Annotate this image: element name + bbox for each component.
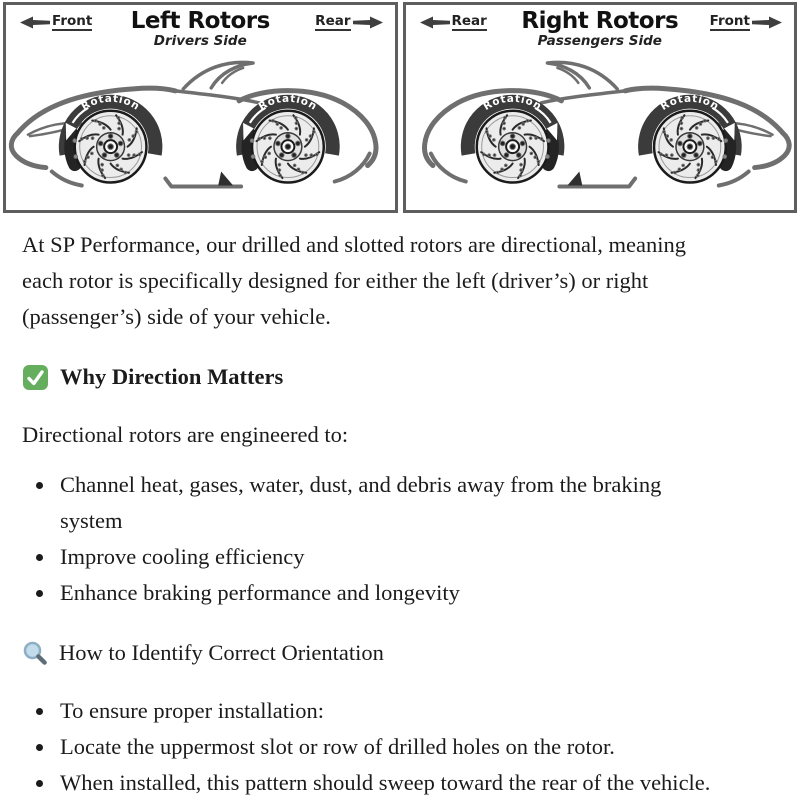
rotation-label: Rotation: [256, 92, 320, 113]
front-direction-indicator: [20, 14, 92, 31]
article-body: [0, 213, 800, 800]
rear-direction-indicator: [420, 14, 487, 31]
rotation-label: Rotation: [480, 92, 544, 113]
list-item: • When installed, this pattern should sweep toward the rear of the vehicle.: [56, 765, 715, 800]
magnifying-glass-icon: [22, 640, 48, 666]
check-mark-icon: [22, 364, 49, 391]
heading-text: How to Identify Correct Orientation: [59, 640, 384, 665]
section-heading-why-direction-matters: [22, 359, 770, 395]
arrow-right-icon: [353, 16, 383, 29]
rotation-label: Rotation: [658, 92, 721, 113]
rear-direction-indicator: [315, 14, 382, 31]
intro-paragraph: At SP Performance, our drilled and slotted rotors are directional, meaning each rotor is specifically designed for either the left (driver’s) or right (passenger’s) side of your vehicle.: [22, 232, 686, 329]
heading-text: Why Direction Matters: [60, 364, 284, 389]
right-panel-header: [406, 5, 795, 55]
arrow-left-icon: [20, 16, 50, 29]
direction-label: Rear: [451, 13, 487, 29]
panel-subtitle: Drivers Side: [153, 33, 247, 49]
front-direction-indicator: [710, 14, 782, 31]
panel-title: Right Rotors: [521, 8, 679, 34]
left-car-illustration: [6, 55, 395, 206]
section-lead: Directional rotors are engineered to:: [22, 422, 349, 447]
left-panel-header: [6, 5, 395, 55]
panel-subtitle: Passengers Side: [537, 33, 662, 49]
panel-title: Left Rotors: [130, 8, 270, 34]
list-item: • Enhance braking performance and longevity: [56, 575, 715, 611]
list-item: • Improve cooling efficiency: [56, 539, 715, 575]
orientation-list: [22, 693, 770, 800]
rotation-label: Rotation: [79, 92, 142, 113]
right-rotors-panel: [403, 2, 798, 213]
list-item: • To ensure proper installation:: [56, 693, 715, 729]
direction-label: Rear: [315, 13, 351, 29]
list-item: • Channel heat, gases, water, dust, and debris away from the braking system: [56, 467, 715, 539]
list-item: • Locate the uppermost slot or row of drilled holes on the rotor.: [56, 729, 715, 765]
direction-label: Front: [709, 13, 750, 29]
rotor-direction-diagram: [0, 0, 800, 213]
benefits-list: [22, 467, 770, 611]
arrow-right-icon: [752, 16, 782, 29]
right-car-illustration: [406, 55, 795, 206]
section-heading-identify-orientation: [22, 635, 770, 671]
left-rotors-panel: [3, 2, 398, 213]
direction-label: Front: [52, 13, 93, 29]
arrow-left-icon: [420, 16, 450, 29]
